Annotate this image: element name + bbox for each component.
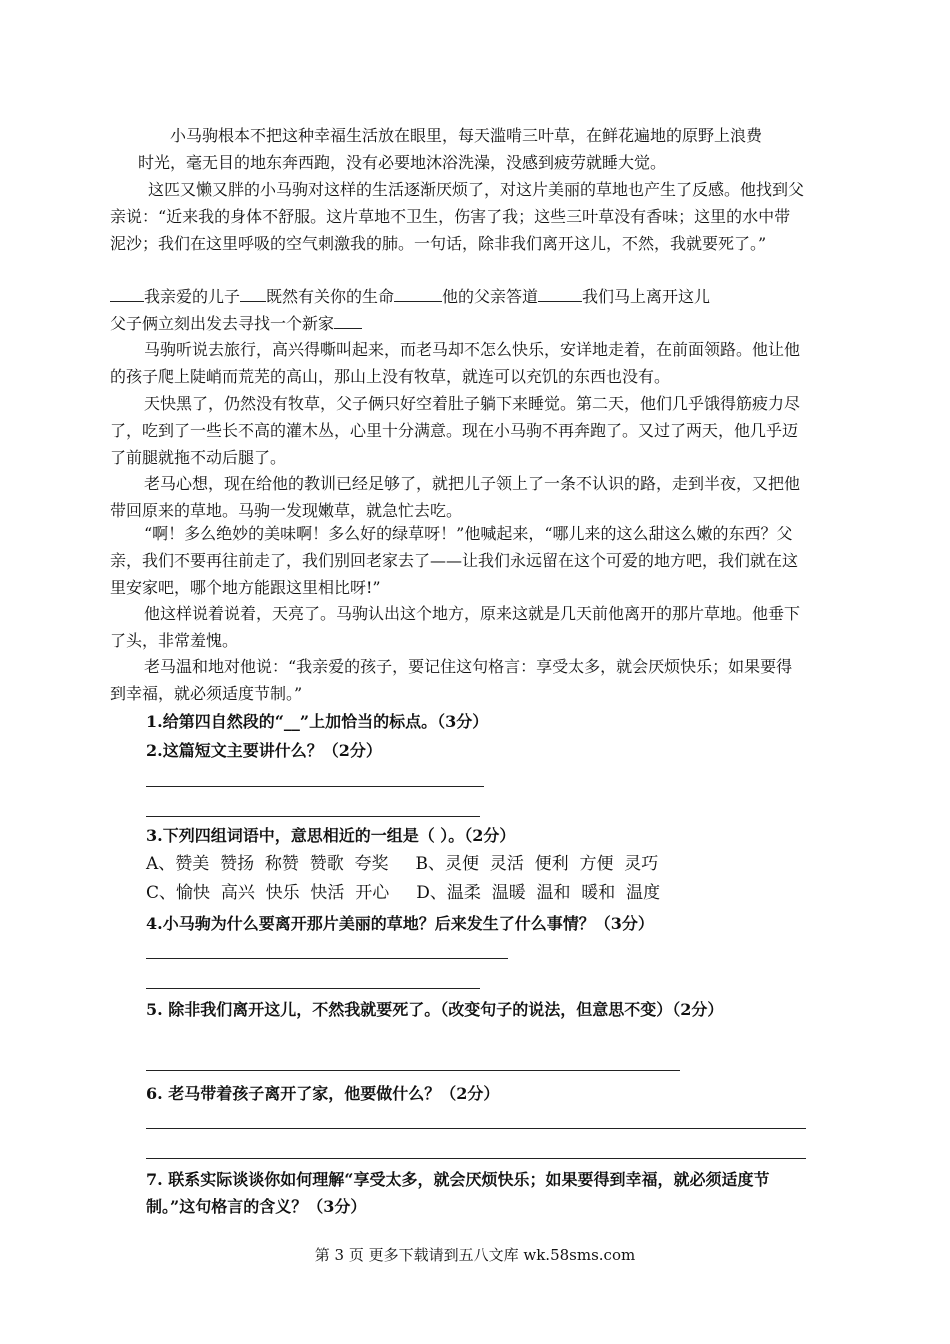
answer-line[interactable] <box>146 816 480 817</box>
question-3-options-row-1: A、赞美 赞扬 称赞 赞歌 夸奖 B、灵便 灵活 便利 方便 灵巧 <box>146 854 659 874</box>
question-3-options-row-2: C、愉快 高兴 快乐 快活 开心 D、温柔 温暖 温和 暖和 温度 <box>146 883 661 903</box>
blank-4 <box>538 285 582 302</box>
blank-2 <box>240 285 266 302</box>
passage-paragraph-9: 他这样说着说着，天亮了。马驹认出这个地方，原来这就是几天前他离开的那片草地。他垂下了头，非常羞愧。 <box>110 604 801 650</box>
passage-text: 既然有关你的生命 <box>266 287 395 306</box>
answer-line[interactable] <box>146 1070 680 1071</box>
question-4: 4.小马驹为什么要离开那片美丽的草地？后来发生了什么事情？（3分） <box>146 914 654 933</box>
passage-text: 我们马上离开这儿 <box>582 287 711 306</box>
answer-line[interactable] <box>146 958 508 959</box>
question-6: 6. 老马带着孩子离开了家，他要做什么？（2分） <box>146 1084 500 1103</box>
passage-paragraph-10: 老马温和地对他说：“我亲爱的孩子，要记住这句格言：享受太多，就会厌烦快乐；如果要得到幸福，就必须适度节制。” <box>110 657 793 703</box>
passage-paragraph-5: 马驹听说去旅行，高兴得嘶叫起来，而老马却不怎么快乐，安详地走着，在前面领路。他让他的孩子爬上陡峭而荒芜的高山，那山上没有牧草，就连可以充饥的东西也没有。 <box>110 340 801 386</box>
passage-paragraph-8: “啊！多么绝妙的美味啊！多么好的绿草呀！”他喊起来，“哪儿来的这么甜这么嫩的东西？父亲，我们不要再往前走了，我们别回老家去了——让我们永远留在这个可爱的地方吧，我们就在这里安家吧，哪个地方能跟这里相比呀!” <box>110 524 799 597</box>
passage-text: 父子俩立刻出发去寻找一个新家 <box>110 314 335 333</box>
answer-line[interactable] <box>146 988 480 989</box>
passage-paragraph-4 <box>110 283 806 337</box>
blank-5 <box>334 312 362 329</box>
passage-text: 小马驹根本不把这种幸福生活放在眼里，每天滥啃三叶草，在鲜花遍地的原野上浪费 <box>170 126 763 145</box>
passage-text: 时光，毫无目的地东奔西跑，没有必要地沐浴洗澡，没感到疲劳就睡大觉。 <box>138 153 667 172</box>
passage-paragraph-1 <box>110 122 806 176</box>
page-footer: 第 3 页 更多下载请到五八文库 wk.58sms.com <box>314 1246 636 1264</box>
passage-paragraph-2: 这匹又懒又胖的小马驹对这样的生活逐渐厌烦了，对这片美丽的草地也产生了反感。他找到父亲说：“近来我的身体不舒服。这片草地不卫生，伤害了我；这些三叶草没有香味；这里的水中带泥沙；我们在这里呼吸的空气刺激我的肺。一句话，除非我们离开这儿，不然，我就要死了。” <box>110 180 805 253</box>
answer-line[interactable] <box>146 1158 806 1159</box>
passage-paragraph-6: 天快黑了，仍然没有牧草，父子俩只好空着肚子躺下来睡觉。第二天，他们几乎饿得筋疲力尽了，吃到了一些长不高的灌木丛，心里十分满意。现在小马驹不再奔跑了。又过了两天，他几乎迈了前腿就拖不动后腿了。 <box>110 394 801 467</box>
answer-line[interactable] <box>146 786 484 787</box>
question-2: 2.这篇短文主要讲什么？（2分） <box>146 741 382 760</box>
answer-line[interactable] <box>146 1128 806 1129</box>
question-1: 1.给第四自然段的“__”上加恰当的标点。（3分） <box>146 712 489 731</box>
question-7: 7. 联系实际谈谈你如何理解“享受太多，就会厌烦快乐；如果要得到幸福，就必须适度节制。”这句格言的含义？（3分） <box>146 1170 770 1216</box>
blank-1 <box>110 285 144 302</box>
passage-text: 我亲爱的儿子 <box>144 287 241 306</box>
passage-text: 他的父亲答道 <box>442 287 539 306</box>
question-5: 5. 除非我们离开这儿，不然我就要死了。（改变句子的说法，但意思不变）（2分） <box>146 1000 724 1019</box>
passage-paragraph-7: 老马心想，现在给他的教训已经足够了，就把儿子领上了一条不认识的路，走到半夜，又把他带回原来的草地。马驹一发现嫩草，就急忙去吃。 <box>110 474 801 520</box>
question-3: 3.下列四组词语中，意思相近的一组是（ ）。（2分） <box>146 826 516 845</box>
blank-3 <box>394 285 442 302</box>
